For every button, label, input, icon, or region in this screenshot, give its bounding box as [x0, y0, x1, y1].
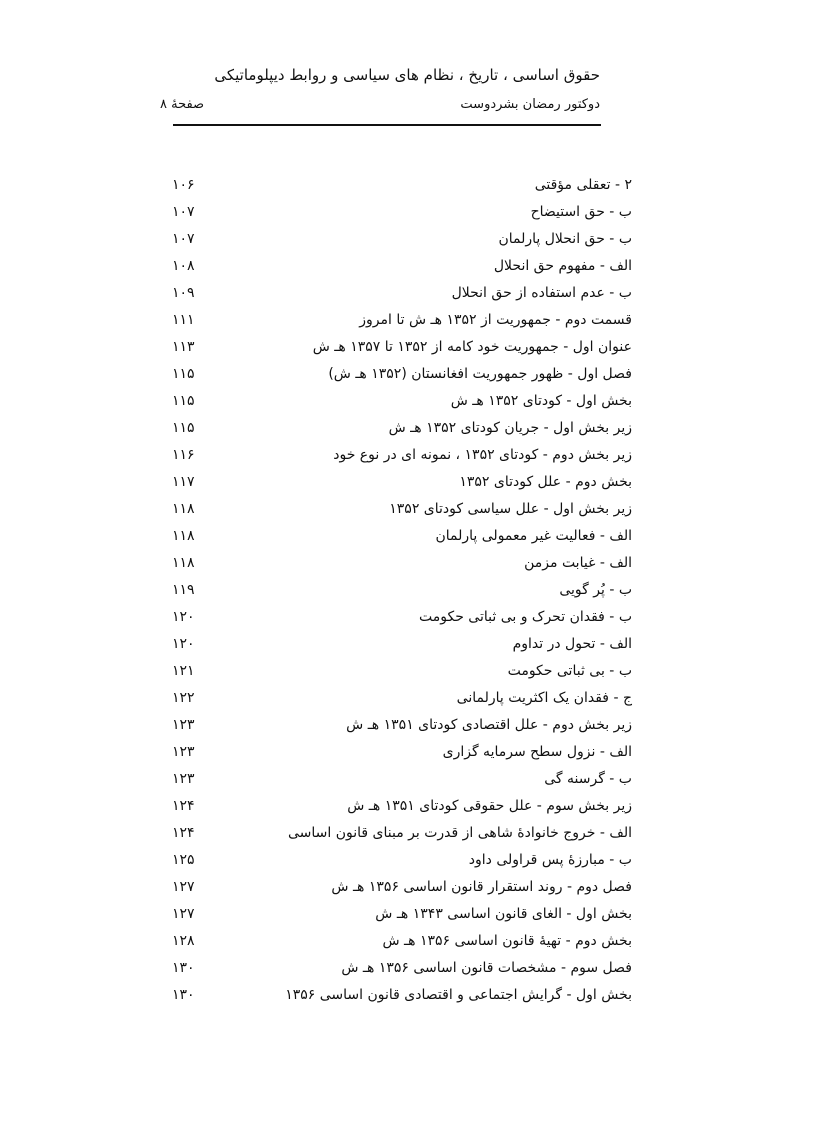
- toc-entry: [160, 253, 632, 280]
- toc-entry: [160, 712, 632, 739]
- toc-entry: [160, 874, 632, 901]
- toc-entry-page: ۱۱۵: [172, 393, 195, 409]
- toc-entry-title: فصل دوم - روند استقرار قانون اساسی ۱۳۵۶ هـ ش: [331, 879, 632, 895]
- toc-entry-title: ب - فقدان تحرک و بی ثباتی حکومت: [418, 609, 632, 625]
- toc-entry: [160, 793, 632, 820]
- toc-entry-title: ب - عدم استفاده از حق انحلال: [451, 285, 632, 301]
- toc-entry: [160, 361, 632, 388]
- running-header: [160, 94, 600, 116]
- table-of-contents: [160, 172, 632, 1009]
- toc-entry-title: بخش اول - گرایش اجتماعی و اقتصادی قانون اساسی ۱۳۵۶: [285, 987, 632, 1003]
- toc-entry-title: بخش دوم - علل کودتای ۱۳۵۲: [459, 474, 632, 490]
- toc-entry-title: بخش اول - الغای قانون اساسی ۱۳۴۳ هـ ش: [375, 906, 632, 922]
- toc-entry-title: ب - بی ثباتی حکومت: [507, 663, 632, 679]
- toc-entry: [160, 388, 632, 415]
- toc-entry: [160, 226, 632, 253]
- toc-entry-title: زیر بخش اول - علل سیاسی کودتای ۱۳۵۲: [389, 501, 632, 517]
- toc-entry-title: ۲ - تعقلی مؤقتی: [534, 177, 632, 193]
- toc-entry: [160, 604, 632, 631]
- toc-entry-page: ۱۱۷: [172, 474, 195, 490]
- toc-entry-title: بخش دوم - تهیهٔ قانون اساسی ۱۳۵۶ هـ ش: [382, 933, 632, 949]
- toc-entry-page: ۱۲۰: [172, 609, 195, 625]
- toc-entry-page: ۱۲۴: [172, 798, 195, 814]
- toc-entry: [160, 928, 632, 955]
- toc-entry-page: ۱۲۷: [172, 879, 195, 895]
- toc-entry: [160, 172, 632, 199]
- toc-entry: [160, 469, 632, 496]
- toc-entry-page: ۱۱۵: [172, 420, 195, 436]
- page-number-label: صفحهٔ ۸: [160, 97, 205, 112]
- toc-entry-title: الف - غیابت مزمن: [524, 555, 632, 571]
- toc-entry-page: ۱۰۷: [172, 231, 195, 247]
- toc-entry: [160, 982, 632, 1009]
- toc-entry-title: ب - گرسنه گی: [544, 771, 632, 787]
- toc-entry-title: ب - پُر گویی: [559, 582, 632, 598]
- toc-entry-title: ج - فقدان یک اکثریت پارلمانی: [456, 690, 632, 706]
- toc-entry-page: ۱۲۲: [172, 690, 195, 706]
- toc-entry: [160, 901, 632, 928]
- toc-entry-title: زیر بخش اول - جریان کودتای ۱۳۵۲ هـ ش: [388, 420, 632, 436]
- toc-entry-title: ب - مبارزهٔ پس قراولی داود: [468, 852, 632, 868]
- toc-entry: [160, 415, 632, 442]
- toc-entry: [160, 442, 632, 469]
- toc-entry-title: قسمت دوم - جمهوریت از ۱۳۵۲ هـ ش تا امروز: [359, 312, 632, 328]
- author-name: دوکتور رمضان بشردوست: [460, 97, 600, 112]
- toc-entry-title: الف - مفهوم حق انحلال: [493, 258, 632, 274]
- toc-entry: [160, 550, 632, 577]
- toc-entry: [160, 199, 632, 226]
- toc-entry-page: ۱۲۱: [172, 663, 195, 679]
- toc-entry: [160, 496, 632, 523]
- toc-entry: [160, 847, 632, 874]
- toc-entry-page: ۱۰۹: [172, 285, 195, 301]
- toc-entry: [160, 307, 632, 334]
- toc-entry-page: ۱۲۷: [172, 906, 195, 922]
- toc-entry-title: عنوان اول - جمهوریت خود کامه از ۱۳۵۲ تا ۱۳۵۷ هـ ش: [312, 339, 632, 355]
- toc-entry-page: ۱۲۸: [172, 933, 195, 949]
- toc-entry-title: زیر بخش دوم - علل اقتصادی کودتای ۱۳۵۱ هـ ش: [346, 717, 632, 733]
- toc-entry: [160, 685, 632, 712]
- toc-entry-page: ۱۱۵: [172, 366, 195, 382]
- toc-entry-title: فصل سوم - مشخصات قانون اساسی ۱۳۵۶ هـ ش: [341, 960, 632, 976]
- toc-entry-page: ۱۱۶: [172, 447, 195, 463]
- toc-entry: [160, 955, 632, 982]
- toc-entry: [160, 334, 632, 361]
- toc-entry-page: ۱۲۳: [172, 717, 195, 733]
- toc-entry-page: ۱۰۶: [172, 177, 195, 193]
- toc-entry-page: ۱۳۰: [172, 960, 195, 976]
- toc-entry: [160, 631, 632, 658]
- toc-entry-title: ب - حق استیضاح: [530, 204, 632, 220]
- toc-entry-page: ۱۲۴: [172, 825, 195, 841]
- toc-entry-page: ۱۲۰: [172, 636, 195, 652]
- toc-entry: [160, 523, 632, 550]
- toc-entry-page: ۱۲۵: [172, 852, 195, 868]
- toc-entry-page: ۱۱۳: [172, 339, 195, 355]
- toc-entry-title: الف - فعالیت غیر معمولی پارلمان: [435, 528, 632, 544]
- toc-entry: [160, 577, 632, 604]
- toc-entry-page: ۱۰۸: [172, 258, 195, 274]
- toc-entry-title: بخش اول - کودتای ۱۳۵۲ هـ ش: [450, 393, 632, 409]
- toc-entry-page: ۱۱۸: [172, 501, 195, 517]
- toc-entry-title: زیر بخش سوم - علل حقوقی کودتای ۱۳۵۱ هـ ش: [347, 798, 632, 814]
- toc-entry: [160, 658, 632, 685]
- toc-entry-title: الف - نزول سطح سرمایه گزاری: [442, 744, 632, 760]
- toc-entry-title: ب - حق انحلال پارلمان: [498, 231, 632, 247]
- toc-entry-page: ۱۲۳: [172, 771, 195, 787]
- toc-entry-page: ۱۰۷: [172, 204, 195, 220]
- toc-entry: [160, 739, 632, 766]
- document-title: حقوق اساسی ، تاریخ ، نظام های سیاسی و روابط دیپلوماتیکی: [214, 66, 600, 84]
- toc-entry-page: ۱۳۰: [172, 987, 195, 1003]
- toc-entry-title: الف - تحول در تداوم: [512, 636, 632, 652]
- toc-entry-title: زیر بخش دوم - کودتای ۱۳۵۲ ، نمونه ای در نوع خود: [333, 447, 632, 463]
- toc-entry-title: الف - خروج خانوادهٔ شاهی از قدرت بر مبنای قانون اساسی: [287, 825, 632, 841]
- toc-entry-page: ۱۱۸: [172, 528, 195, 544]
- toc-entry-title: فصل اول - ظهور جمهوریت افغانستان (۱۳۵۲ هـ ش): [328, 366, 632, 382]
- toc-entry-page: ۱۱۱: [172, 312, 195, 328]
- toc-entry: [160, 280, 632, 307]
- header-divider: [173, 124, 601, 126]
- toc-entry: [160, 766, 632, 793]
- toc-entry-page: ۱۱۹: [172, 582, 195, 598]
- toc-entry-page: ۱۲۳: [172, 744, 195, 760]
- toc-entry: [160, 820, 632, 847]
- toc-entry-page: ۱۱۸: [172, 555, 195, 571]
